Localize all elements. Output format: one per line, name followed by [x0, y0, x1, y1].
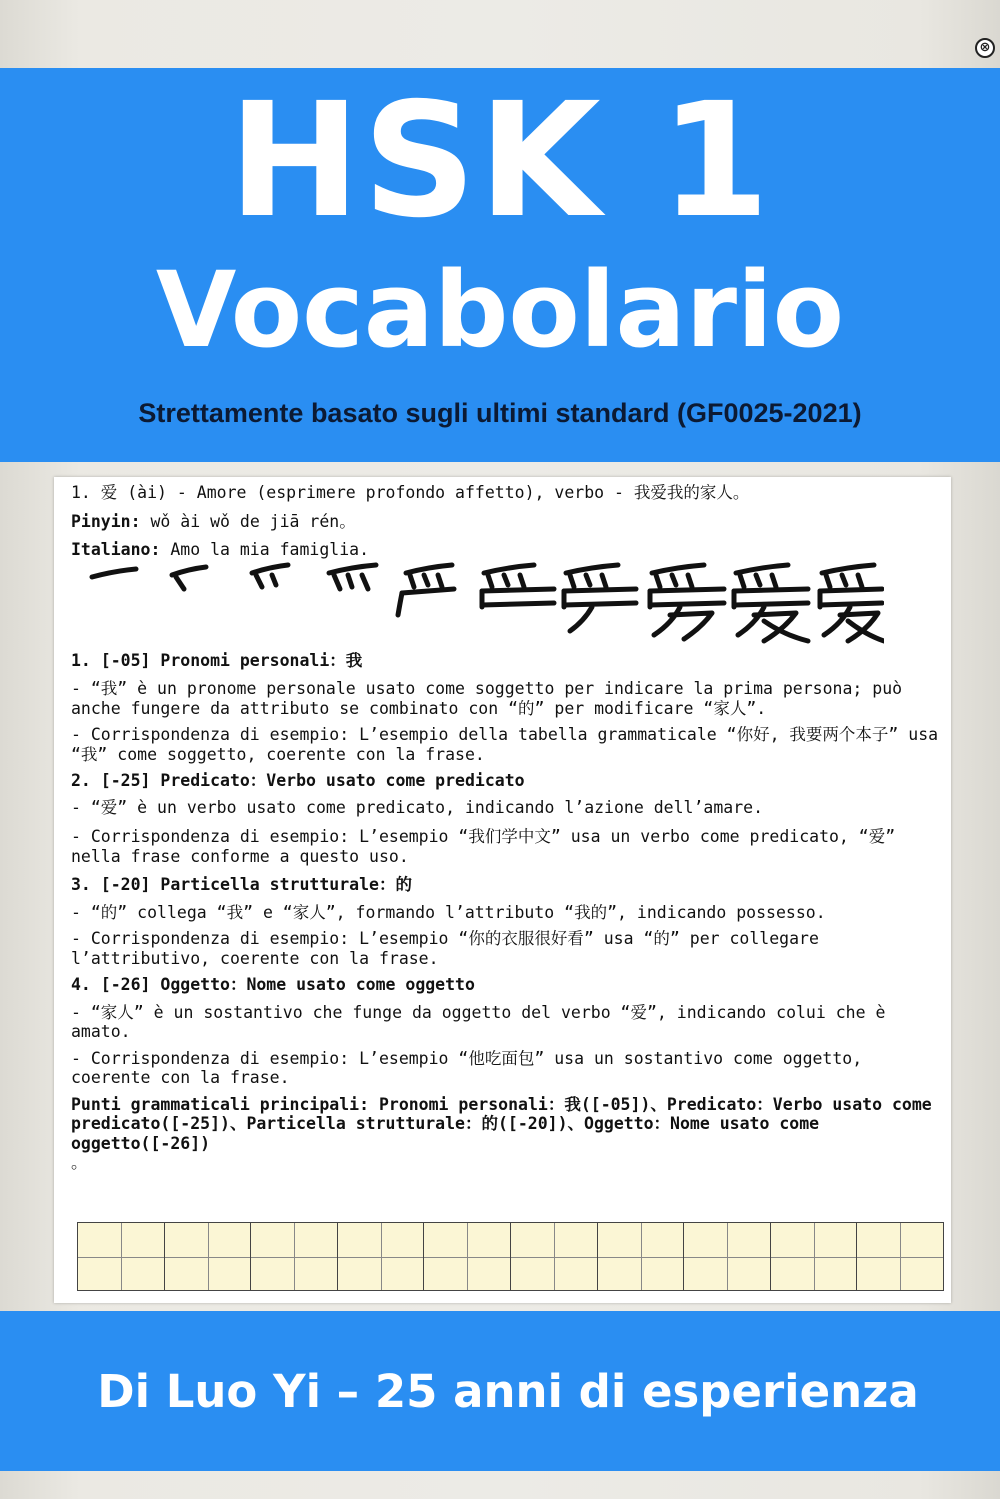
grammar-heading-1: 1. [-05] Pronomi personali：我 [71, 650, 363, 670]
practice-cell [423, 1222, 511, 1291]
practice-cell [510, 1222, 598, 1291]
grammar-4-line-1: - “家人” è un sostantivo che funge da oggetto del verbo “爱”, indicando colui che è amato. [71, 1002, 886, 1041]
grammar-1-line-2: - Corrispondenza di esempio: L’esempio della tabella grammaticale “你好, 我要两个本子” usa “我” come soggetto, coerente con la frase. [71, 725, 939, 764]
italian-label: Italiano: [71, 540, 161, 559]
stroke-order-icon [84, 559, 884, 649]
practice-cell [856, 1222, 944, 1291]
book-subtitle: Vocabolario [155, 249, 845, 371]
author-line: Di Luo Yi – 25 anni di esperienza [97, 1365, 919, 1418]
grammar-summary-end: 。 [71, 1153, 88, 1172]
grammar-summary: Punti grammaticali principali: Pronomi personali：我([-05])、Predicato：Verbo usato come predicato([-25])、Particella strutturale：的([-20])、Oggetto：Nome usato come oggetto([-26]) [71, 1094, 932, 1153]
practice-cell [77, 1222, 165, 1291]
practice-cell [337, 1222, 425, 1291]
vocab-entry-line: 1. 爱 (ài) - Amore (esprimere profondo affetto), verbo - 我爱我的家人。 [71, 483, 750, 502]
practice-cell [250, 1222, 338, 1291]
practice-cell [770, 1222, 858, 1291]
grammar-heading-3: 3. [-20] Particella strutturale：的 [71, 875, 412, 894]
italian-text: Amo la mia famiglia. [160, 540, 370, 559]
grammar-2-line-1: - “爱” è un verbo usato come predicato, indicando l’azione dell’amare. [71, 797, 764, 817]
close-circle-icon: ⊗ [975, 38, 995, 58]
grammar-2-line-2: - Corrispondenza di esempio: L’esempio “我们学中文” usa un verbo come predicato, “爱” nella frase conforme a questo uso. [71, 827, 896, 866]
grammar-1-line-1: - “我” è un pronome personale usato come soggetto per indicare la prima persona; può anche fungere da attributo se combinato con “的” per modificare “家人”. [71, 679, 903, 718]
book-tagline: Strettamente basato sugli ultimi standard (GF0025-2021) [138, 398, 862, 428]
practice-cell [164, 1222, 252, 1291]
italian-line [71, 540, 941, 560]
sample-page [54, 477, 951, 1303]
pinyin-label: Pinyin: [71, 511, 141, 531]
pinyin-line [71, 512, 941, 532]
grammar-3-line-1: - “的” collega “我” e “家人”, formando l’attributo “我的”, indicando possesso. [71, 902, 826, 922]
practice-cell [683, 1222, 771, 1291]
grammar-4-line-2: - Corrispondenza di esempio: L’esempio “他吃面包” usa un sostantivo come oggetto, coerente con la frase. [71, 1048, 863, 1087]
book-title: HSK 1 [228, 69, 772, 253]
grammar-3-line-2: - Corrispondenza di esempio: L’esempio “你的衣服很好看” usa “的” per collegare l’attributivo, coerente con la frase. [71, 929, 819, 968]
grammar-heading-4: 4. [-26] Oggetto：Nome usato come oggetto [71, 975, 475, 994]
practice-grid [77, 1222, 943, 1291]
practice-cell [597, 1222, 685, 1291]
pinyin-text: wǒ ài wǒ de jiā rén。 [140, 511, 356, 531]
grammar-heading-2: 2. [-25] Predicato：Verbo usato come predicato [71, 771, 525, 790]
